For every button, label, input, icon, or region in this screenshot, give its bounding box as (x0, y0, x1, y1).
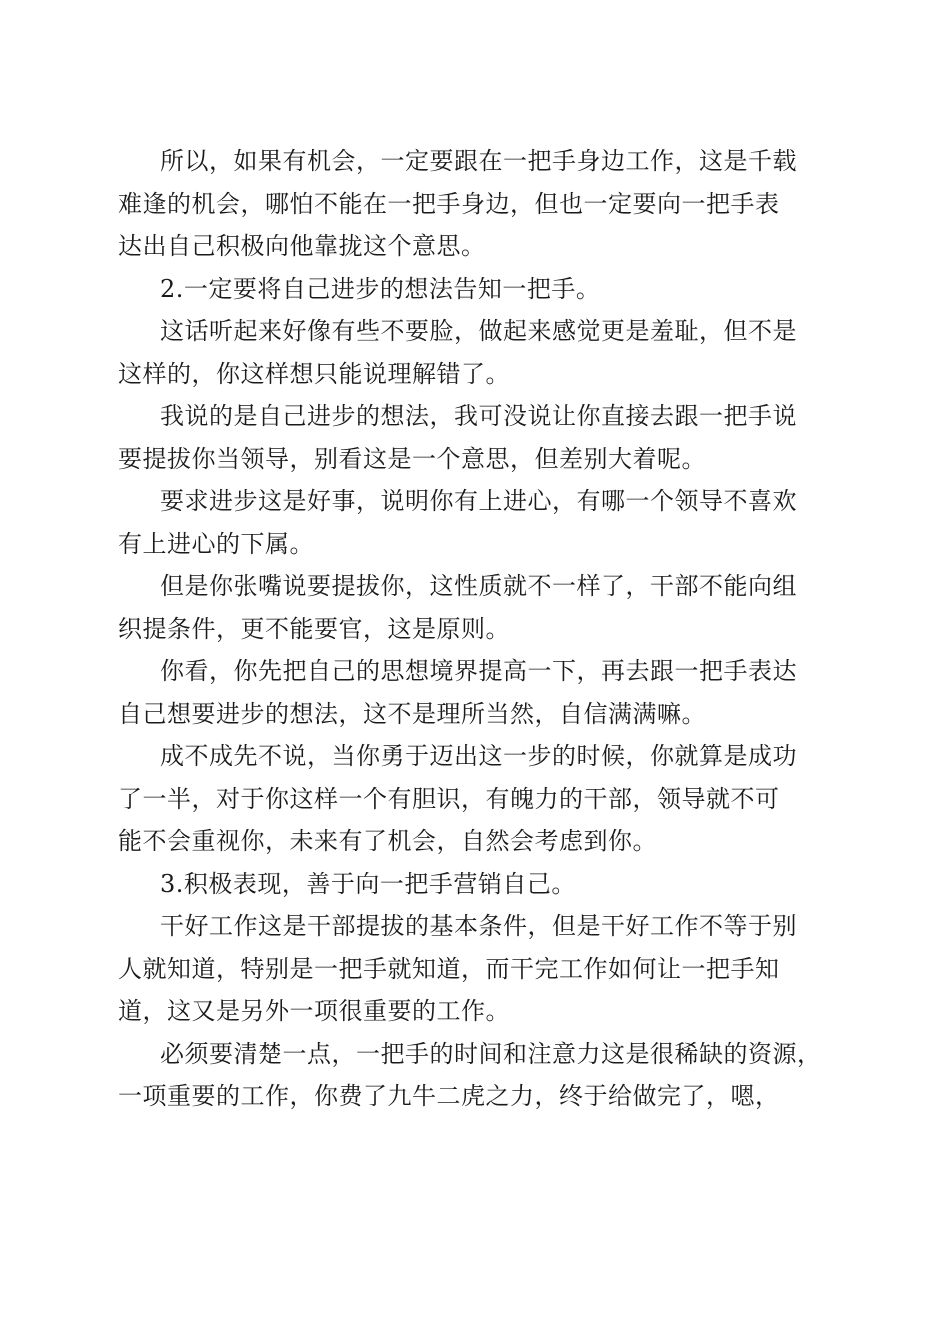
paragraph-2-heading (118, 268, 830, 311)
paragraph-5 (118, 480, 830, 565)
text-line: 难逢的机会，哪怕不能在一把手身边，但也一定要向一把手表 (118, 189, 780, 218)
paragraph-4 (118, 395, 830, 480)
paragraph-7 (118, 650, 830, 735)
text-line: 这话听起来好像有些不要脸，做起来感觉更是羞耻，但不是 (160, 317, 797, 345)
paragraph-8 (118, 735, 830, 863)
text-line: 织提条件，更不能要官，这是原则。 (118, 614, 510, 643)
text-line: 2.一定要将自己进步的想法告知一把手。 (160, 274, 601, 303)
text-line: 必须要清楚一点，一把手的时间和注意力这是很稀缺的资源， (160, 1039, 822, 1068)
paragraph-11 (118, 1033, 830, 1118)
text-line: 这样的，你这样想只能说理解错了。 (118, 359, 510, 388)
text-line: 道，这又是另外一项很重要的工作。 (118, 997, 510, 1025)
text-line: 所以，如果有机会，一定要跟在一把手身边工作，这是千载 (160, 147, 797, 175)
text-line: 要提拔你当领导，别看这是一个意思，但差别大着呢。 (118, 444, 706, 473)
text-line: 干好工作这是干部提拔的基本条件，但是干好工作不等于别 (160, 912, 797, 940)
paragraph-9-heading (118, 863, 830, 906)
document-page (118, 140, 830, 1118)
text-line: 了一半，对于你这样一个有胆识，有魄力的干部，领导就不可 (118, 784, 780, 813)
paragraph-6 (118, 565, 830, 650)
text-line: 但是你张嘴说要提拔你，这性质就不一样了，干部不能向组 (160, 572, 797, 600)
paragraph-1 (118, 140, 830, 268)
text-line: 能不会重视你，未来有了机会，自然会考虑到你。 (118, 827, 657, 855)
text-line: 达出自己积极向他靠拢这个意思。 (118, 232, 486, 260)
paragraph-10 (118, 905, 830, 1033)
text-line: 人就知道，特别是一把手就知道，而干完工作如何让一把手知 (118, 954, 780, 983)
text-line: 3.积极表现，善于向一把手营销自己。 (160, 869, 576, 898)
text-line: 自己想要进步的想法，这不是理所当然，自信满满嘛。 (118, 699, 706, 728)
paragraph-3 (118, 310, 830, 395)
text-line: 成不成先不说，当你勇于迈出这一步的时候，你就算是成功 (160, 742, 797, 770)
text-line: 你看，你先把自己的思想境界提高一下，再去跟一把手表达 (160, 657, 797, 685)
text-line: 要求进步这是好事，说明你有上进心，有哪一个领导不喜欢 (160, 487, 797, 515)
text-line: 我说的是自己进步的想法，我可没说让你直接去跟一把手说 (160, 402, 797, 430)
text-line: 一项重要的工作，你费了九牛二虎之力，终于给做完了，嗯， (118, 1082, 780, 1110)
text-line: 有上进心的下属。 (118, 529, 314, 558)
